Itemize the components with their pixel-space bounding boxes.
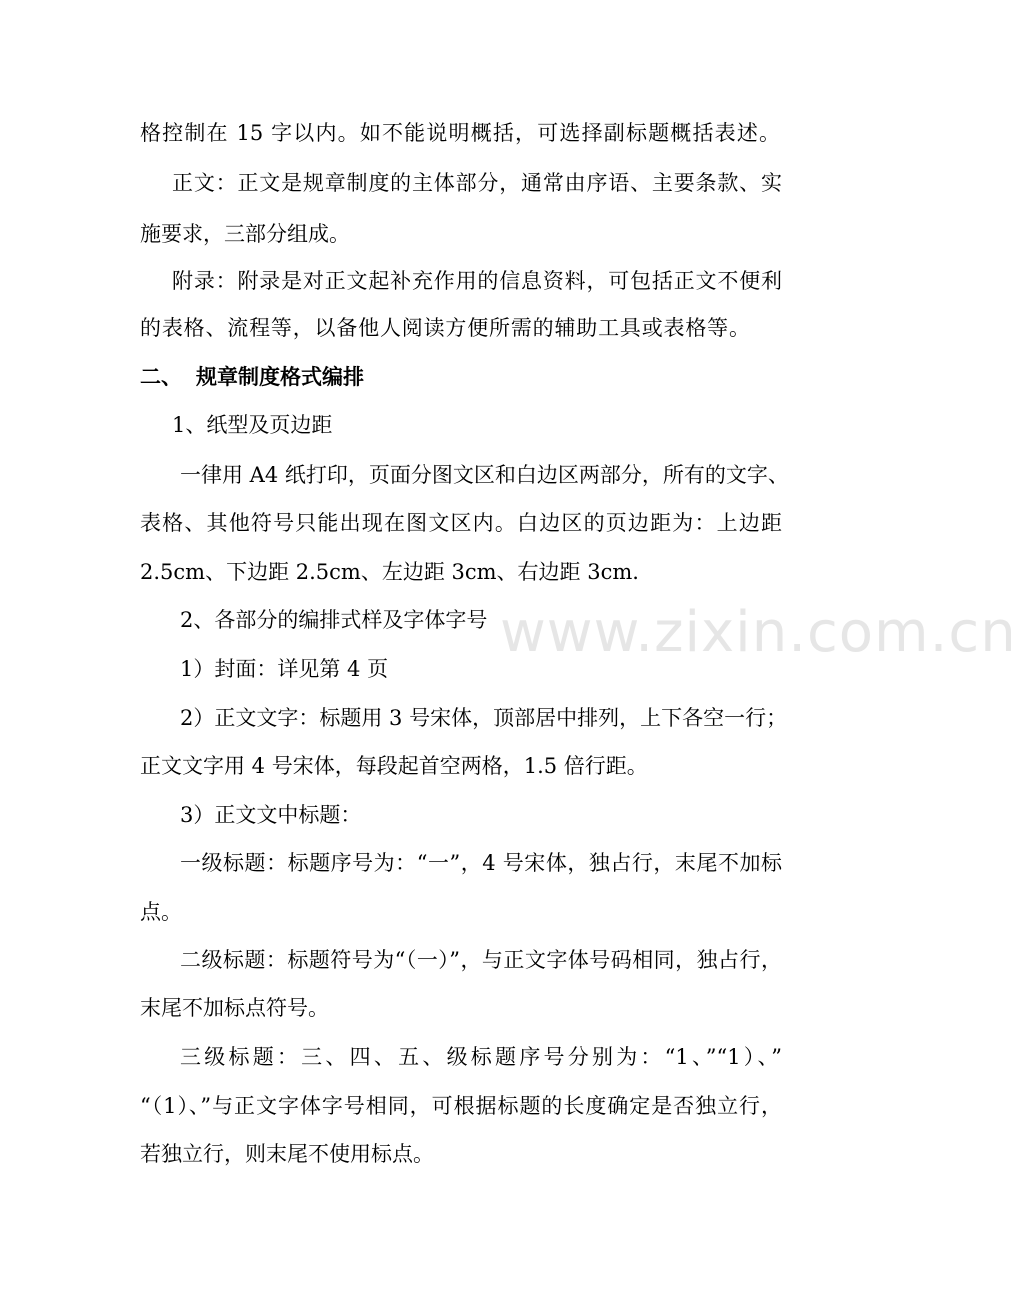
paragraph-line: 正文：正文是规章制度的主体部分，通常由序语、主要条款、实	[172, 171, 782, 195]
paragraph-line: 3）正文文中标题：	[180, 803, 362, 827]
paragraph-line: 三级标题：三、四、五、级标题序号分别为：“1、”“1）、”	[180, 1045, 782, 1069]
section-heading-title: 规章制度格式编排	[196, 364, 364, 389]
section-heading	[140, 362, 790, 392]
paragraph-line: 一级标题：标题序号为：“一”，4 号宋体，独占行，末尾不加标	[180, 851, 782, 875]
paragraph-line: 1）封面：详见第 4 页	[180, 657, 389, 681]
subheading: 2、各部分的编排式样及字体字号	[180, 608, 488, 632]
paragraph-line: 二级标题：标题符号为“（一）”，与正文字体号码相同，独占行，	[180, 948, 782, 972]
paragraph-line: 2）正文文字：标题用 3 号宋体，顶部居中排列，上下各空一行；	[180, 706, 788, 730]
section-heading-number: 二、	[140, 364, 182, 389]
paragraph-line: 2.5cm、下边距 2.5cm、左边距 3cm、右边距 3cm.	[140, 560, 639, 584]
paragraph-line: 点。	[140, 900, 182, 924]
watermark: www.zixin.com.cn	[500, 600, 1017, 665]
paragraph-line: 的表格、流程等，以备他人阅读方便所需的辅助工具或表格等。	[140, 316, 750, 340]
paragraph-line: 格控制在 15 字以内。如不能说明概括，可选择副标题概括表述。	[140, 121, 780, 145]
paragraph-line: 附录：附录是对正文起补充作用的信息资料，可包括正文不便利	[172, 269, 782, 293]
paragraph-line: 若独立行，则末尾不使用标点。	[140, 1142, 434, 1166]
paragraph-line: 末尾不加标点符号。	[140, 996, 329, 1020]
paragraph-line: 表格、其他符号只能出现在图文区内。白边区的页边距为：上边距	[140, 511, 782, 535]
paragraph-line: 施要求，三部分组成。	[140, 222, 350, 246]
paragraph-line: 正文文字用 4 号宋体，每段起首空两格，1.5 倍行距。	[140, 754, 648, 778]
paragraph-line: “（1）、”与正文字体字号相同，可根据标题的长度确定是否独立行，	[140, 1094, 782, 1118]
paragraph-line: 一律用 A4 纸打印，页面分图文区和白边区两部分，所有的文字、	[180, 463, 789, 487]
subheading: 1、纸型及页边距	[172, 413, 333, 437]
